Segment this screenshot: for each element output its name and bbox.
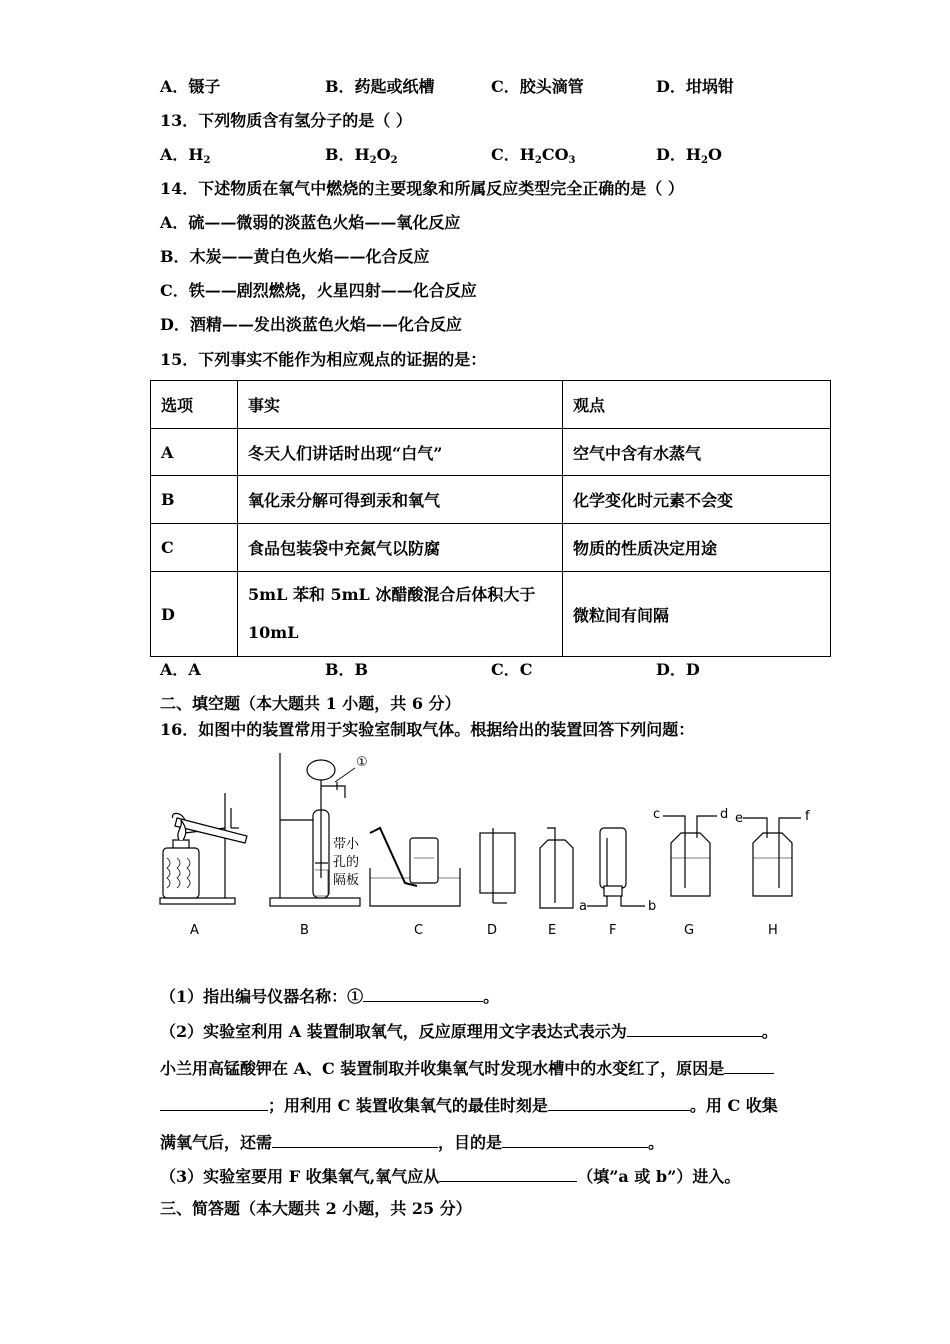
table-cell-fact (238, 572, 563, 657)
answer-blank-3-cont[interactable] (160, 1094, 268, 1111)
q16-part-1 (160, 985, 499, 1007)
q16-part-3-text: （3）实验室要用 F 收集氧气,氧气应从 (160, 1167, 440, 1186)
port-e-label: e (735, 811, 743, 826)
q16-stem: 16．如图中的装置常用于实验室制取气体。根据给出的装置回答下列问题： (160, 720, 695, 739)
q16-part-2c (160, 1094, 778, 1116)
answer-blank-2[interactable] (627, 1020, 762, 1037)
q16-part-2d-mid: ，目的是 (438, 1133, 503, 1152)
q16-part-2c-text: ；用利用 C 装置收集氧气的最佳时刻是 (268, 1096, 548, 1115)
q16-part-2a-text: （2）实验室利用 A 装置制取氧气，反应原理用文字表达式表示为 (160, 1022, 627, 1041)
fact-line-2: 10mL (248, 623, 299, 642)
label-a: A (190, 923, 199, 938)
port-a-label: a (579, 899, 587, 914)
apparatus-f (579, 828, 656, 914)
q13-stem: 13．下列物质含有氢分子的是（ ） (160, 111, 412, 130)
apparatus-d (480, 828, 515, 903)
answer-blank-7[interactable] (439, 1165, 577, 1182)
q16-part-3-end: （填”a 或 b”）进入。 (577, 1167, 741, 1186)
table-cell-option: C (151, 524, 238, 572)
table-cell-view: 空气中含有水蒸气 (563, 429, 831, 476)
label-h: H (768, 923, 778, 938)
table-cell-view: 微粒间有间隔 (563, 572, 831, 657)
table-cell-option: A (151, 429, 238, 476)
label-b: B (300, 923, 309, 938)
q16-part-3 (160, 1165, 740, 1187)
q15-stem: 15．下列事实不能作为相应观点的证据的是： (160, 350, 487, 369)
q16-part-2b (160, 1057, 774, 1079)
q14-option-a: A．硫——微弱的淡蓝色火焰——氧化反应 (160, 213, 461, 232)
table-row (151, 429, 831, 476)
apparatus-c (370, 828, 460, 906)
table-cell-fact: 食品包装袋中充氮气以防腐 (238, 524, 563, 572)
plate-label-3: 隔板 (333, 873, 360, 888)
q15-option-c: C．C (491, 660, 533, 679)
q14-stem: 14．下述物质在氧气中燃烧的主要现象和所属反应类型完全正确的是（ ） (160, 179, 684, 198)
section-3-heading: 三、简答题（本大题共 2 小题，共 25 分） (160, 1199, 472, 1218)
answer-blank-5[interactable] (272, 1131, 438, 1148)
marker-1: ① (356, 755, 368, 770)
q16-part-2c-end: 。用 C 收集 (689, 1096, 778, 1115)
q16-part-1-end: 。 (483, 987, 500, 1006)
table-header-row (151, 381, 831, 429)
q15-option-b: B．B (325, 660, 369, 679)
apparatus-a (160, 793, 247, 904)
q12-option-d: D．坩埚钳 (656, 77, 734, 96)
label-d: D (487, 923, 498, 938)
q12-option-c: C．胶头滴管 (491, 77, 584, 96)
fact-line-1: 5mL 苯和 5mL 冰醋酸混合后体积大于 (248, 585, 536, 604)
port-d-label: d (720, 807, 729, 822)
q14-option-c: C．铁——剧烈燃烧，火星四射——化合反应 (160, 281, 477, 300)
q15-option-a: A．A (160, 660, 201, 679)
port-b-label: b (648, 899, 657, 914)
q13-option-c: C．$H_2CO_3$ (491, 145, 576, 166)
q16-part-2d (160, 1131, 664, 1153)
table-row (151, 476, 831, 524)
q16-part-2d-text: 满氧气后，还需 (160, 1133, 273, 1152)
q12-option-a: A．镊子 (160, 77, 221, 96)
table-cell-fact: 氧化汞分解可得到汞和氧气 (238, 476, 563, 524)
table-header-cell: 事实 (238, 381, 563, 429)
table-header-cell: 选项 (151, 381, 238, 429)
q15-option-d: D．D (656, 660, 700, 679)
label-c: C (414, 923, 424, 938)
answer-blank-1[interactable] (363, 985, 483, 1002)
apparatus-e (540, 828, 573, 908)
q15-table (150, 380, 831, 657)
label-e: E (548, 923, 557, 938)
plate-label-1: 带小 (333, 837, 360, 852)
label-f: F (609, 923, 617, 938)
answer-blank-6[interactable] (502, 1131, 648, 1148)
apparatus-h (735, 809, 810, 896)
table-cell-view: 化学变化时元素不会变 (563, 476, 831, 524)
table-header-cell: 观点 (563, 381, 831, 429)
q16-part-2b-text: 小兰用高锰酸钾在 A、C 装置制取并收集氧气时发现水槽中的水变红了，原因是 (160, 1059, 725, 1078)
table-cell-option: D (151, 572, 238, 657)
table-cell-view: 物质的性质决定用途 (563, 524, 831, 572)
table-row (151, 572, 831, 657)
q16-part-2a (160, 1020, 778, 1042)
q13-option-a: A．$H_2$ (160, 145, 211, 166)
apparatus-g (653, 807, 728, 896)
answer-blank-4[interactable] (548, 1094, 690, 1111)
port-c-label: c (653, 807, 661, 822)
q14-option-b: B．木炭——黄白色火焰——化合反应 (160, 247, 430, 266)
q16-part-2a-end: 。 (761, 1022, 778, 1041)
plate-label-2: 孔的 (333, 855, 360, 870)
label-g: G (684, 923, 695, 938)
apparatus-b (270, 753, 368, 906)
port-f-label: f (805, 809, 810, 824)
q16-part-2d-end: 。 (648, 1133, 665, 1152)
q13-option-b: B．$H_2O_2$ (325, 145, 398, 166)
table-row (151, 524, 831, 572)
table-cell-fact: 冬天人们讲话时出现“白气” (238, 429, 563, 476)
apparatus-figure (155, 748, 820, 943)
q16-part-1-text: （1）指出编号仪器名称：① (160, 987, 364, 1006)
q14-option-d: D．酒精——发出淡蓝色火焰——化合反应 (160, 315, 462, 334)
q12-option-b: B．药匙或纸槽 (325, 77, 435, 96)
section-2-heading: 二、填空题（本大题共 1 小题，共 6 分） (160, 694, 461, 713)
table-cell-option: B (151, 476, 238, 524)
q13-option-d: D．$H_2O$ (656, 145, 722, 166)
answer-blank-3[interactable] (724, 1057, 774, 1074)
